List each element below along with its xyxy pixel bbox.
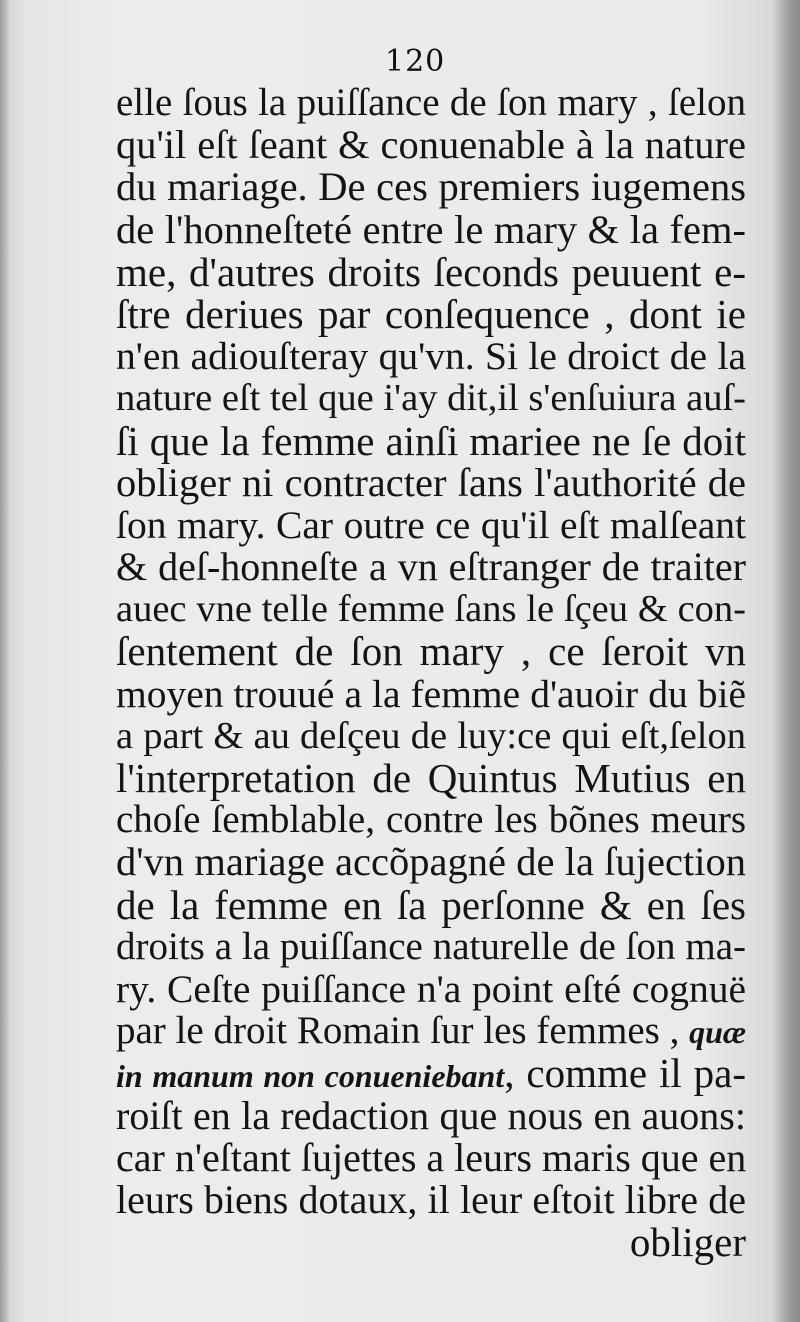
text-line: d'vn mariage accõpagné de la ſujection	[116, 839, 746, 885]
text-line: ry. Ceſte puiſſance n'a point eſté cognuë	[116, 966, 746, 1011]
page-edge-shadow	[774, 0, 800, 1322]
text-line: choſe ſemblable, contre les bõnes meurs	[116, 798, 746, 842]
text-line-start: par le droit Romain ſur les femmes ,	[116, 1009, 680, 1053]
text-line: qu'il eſt ſeant & conuenable à la nature	[116, 122, 746, 168]
text-line: n'en adiouſteray qu'vn. Si le droict de la	[116, 334, 746, 379]
text-line: ſentement de ſon mary , ce ſeroit vn	[116, 628, 746, 675]
body-text	[116, 81, 747, 1266]
text-line: ſi que la femme ainſi mariee ne ſe doit	[116, 417, 746, 464]
text-line: me, d'autres droits ſeconds peuuent e-	[116, 248, 746, 295]
italic-quote-start: quæ	[689, 1014, 747, 1051]
text-line: nature eſt tel que i'ay dit,il s'enſuiura auſ-	[116, 377, 746, 420]
text-line: elle ſous la puiſſance de ſon mary , ſelon	[116, 81, 746, 124]
text-line: droits a la puiſſance naturelle de ſon ma-	[116, 924, 746, 968]
text-line	[116, 1010, 746, 1052]
text-line	[116, 1050, 747, 1097]
text-line-rest: , comme il pa-	[504, 1050, 747, 1097]
text-line: a part & au deſçeu de luy:ce qui eſt,ſelon	[116, 714, 746, 757]
text-line: de l'honneſteté entre le mary & la fem-	[116, 206, 746, 252]
text-line: roiſt en la redaction que nous en auons:	[116, 1092, 746, 1138]
text-line: leurs biens dotaux, il leur eſtoit libre de	[116, 1176, 746, 1222]
text-line: obliger ni contracter ſans l'authorité de	[116, 459, 746, 505]
italic-quote: in manum non conueniebant	[116, 1058, 505, 1095]
text-line: car n'eſtant ſujettes a leurs maris que en	[116, 1134, 747, 1180]
text-line: ſtre deriues par conſequence , dont ie	[116, 290, 746, 337]
text-line: ſon mary. Car outre ce qu'il eſt malſeant	[116, 502, 746, 547]
catchword: obliger	[629, 1219, 746, 1266]
page-number: 120	[385, 44, 446, 79]
text-line: de la femme en ſa perſonne & en ſes	[116, 881, 746, 928]
text-line: du mariage. De ces premiers iugemens	[116, 164, 746, 210]
text-line: auec vne telle femme ſans le ſçeu & con-	[116, 588, 746, 631]
text-line: & deſ-honneſte a vn eſtranger de traiter	[116, 544, 746, 590]
page-gutter-shadow	[0, 0, 10, 1322]
text-line: l'interpretation de Quintus Mutius en	[116, 755, 746, 801]
text-line: moyen trouué a la femme d'auoir du biẽ	[116, 671, 746, 716]
